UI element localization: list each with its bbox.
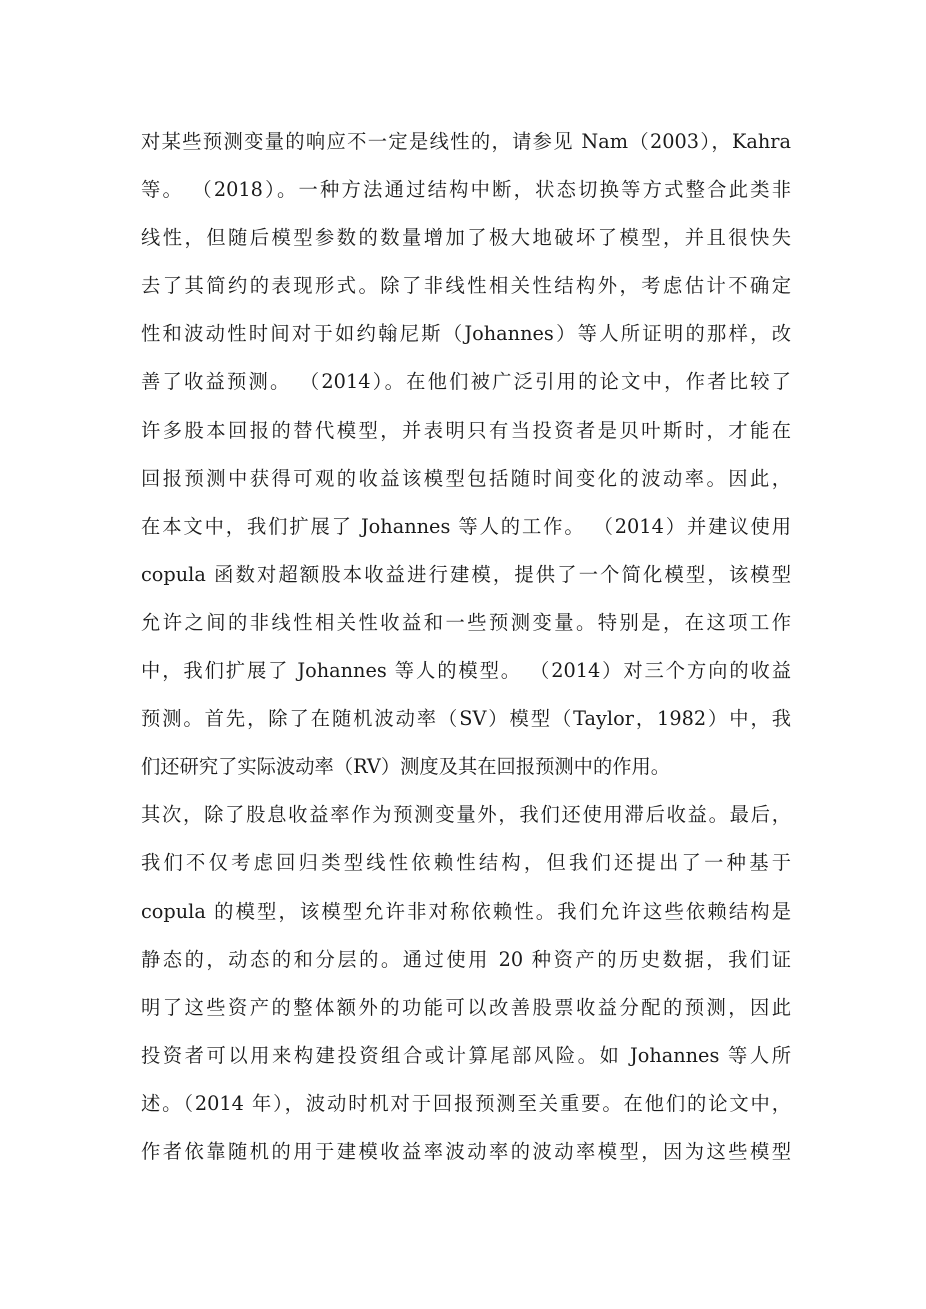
text-line: 其次，除了股息收益率作为预测变量外，我们还使用滞后收益。最后， xyxy=(141,803,791,827)
text-line: 我们不仅考虑回归类型线性依赖性结构，但我们还提出了一种基于 xyxy=(141,851,791,875)
text-line: 线性，但随后模型参数的数量增加了极大地破坏了模型，并且很快失 xyxy=(141,226,791,250)
paragraph-1 xyxy=(141,118,791,791)
text-line: 等。 （2018）。一种方法通过结构中断，状态切换等方式整合此类非 xyxy=(141,178,791,202)
text-line: 性和波动性时间对于如约翰尼斯（Johannes）等人所证明的那样，改 xyxy=(141,322,791,346)
text-line: copula 函数对超额股本收益进行建模，提供了一个简化模型，该模型 xyxy=(141,562,791,586)
text-line: 允许之间的非线性相关性收益和一些预测变量。特别是，在这项工作 xyxy=(141,610,791,634)
body-text xyxy=(141,118,791,1176)
text-line: 回报预测中获得可观的收益该模型包括随时间变化的波动率。因此， xyxy=(141,466,791,490)
text-line: 静态的，动态的和分层的。通过使用 20 种资产的历史数据，我们证 xyxy=(141,947,791,971)
text-line: 投资者可以用来构建投资组合或计算尾部风险。如 Johannes 等人所 xyxy=(141,1043,791,1067)
text-line: 明了这些资产的整体额外的功能可以改善股票收益分配的预测，因此 xyxy=(141,995,791,1019)
text-line: 在本文中，我们扩展了 Johannes 等人的工作。 （2014）并建议使用 xyxy=(141,514,791,538)
text-line: 述。（2014 年），波动时机对于回报预测至关重要。在他们的论文中， xyxy=(141,1091,791,1115)
text-line: 作者依靠随机的用于建模收益率波动率的波动率模型，因为这些模型 xyxy=(141,1139,791,1163)
paragraph-2 xyxy=(141,791,791,1176)
text-line: 去了其简约的表现形式。除了非线性相关性结构外，考虑估计不确定 xyxy=(141,274,791,298)
text-line: 中，我们扩展了 Johannes 等人的模型。 （2014）对三个方向的收益 xyxy=(141,659,791,683)
text-line: 善了收益预测。 （2014）。在他们被广泛引用的论文中，作者比较了 xyxy=(141,370,791,394)
text-line: copula 的模型，该模型允许非对称依赖性。我们允许这些依赖结构是 xyxy=(141,899,791,923)
text-line: 许多股本回报的替代模型，并表明只有当投资者是贝叶斯时，才能在 xyxy=(141,418,791,442)
text-line: 对某些预测变量的响应不一定是线性的，请参见 Nam（2003），Kahra xyxy=(141,130,791,153)
text-line: 们还研究了实际波动率（RV）测度及其在回报预测中的作用。 xyxy=(141,755,671,779)
text-line: 预测。首先，除了在随机波动率（SV）模型（Taylor，1982）中，我 xyxy=(141,707,791,731)
